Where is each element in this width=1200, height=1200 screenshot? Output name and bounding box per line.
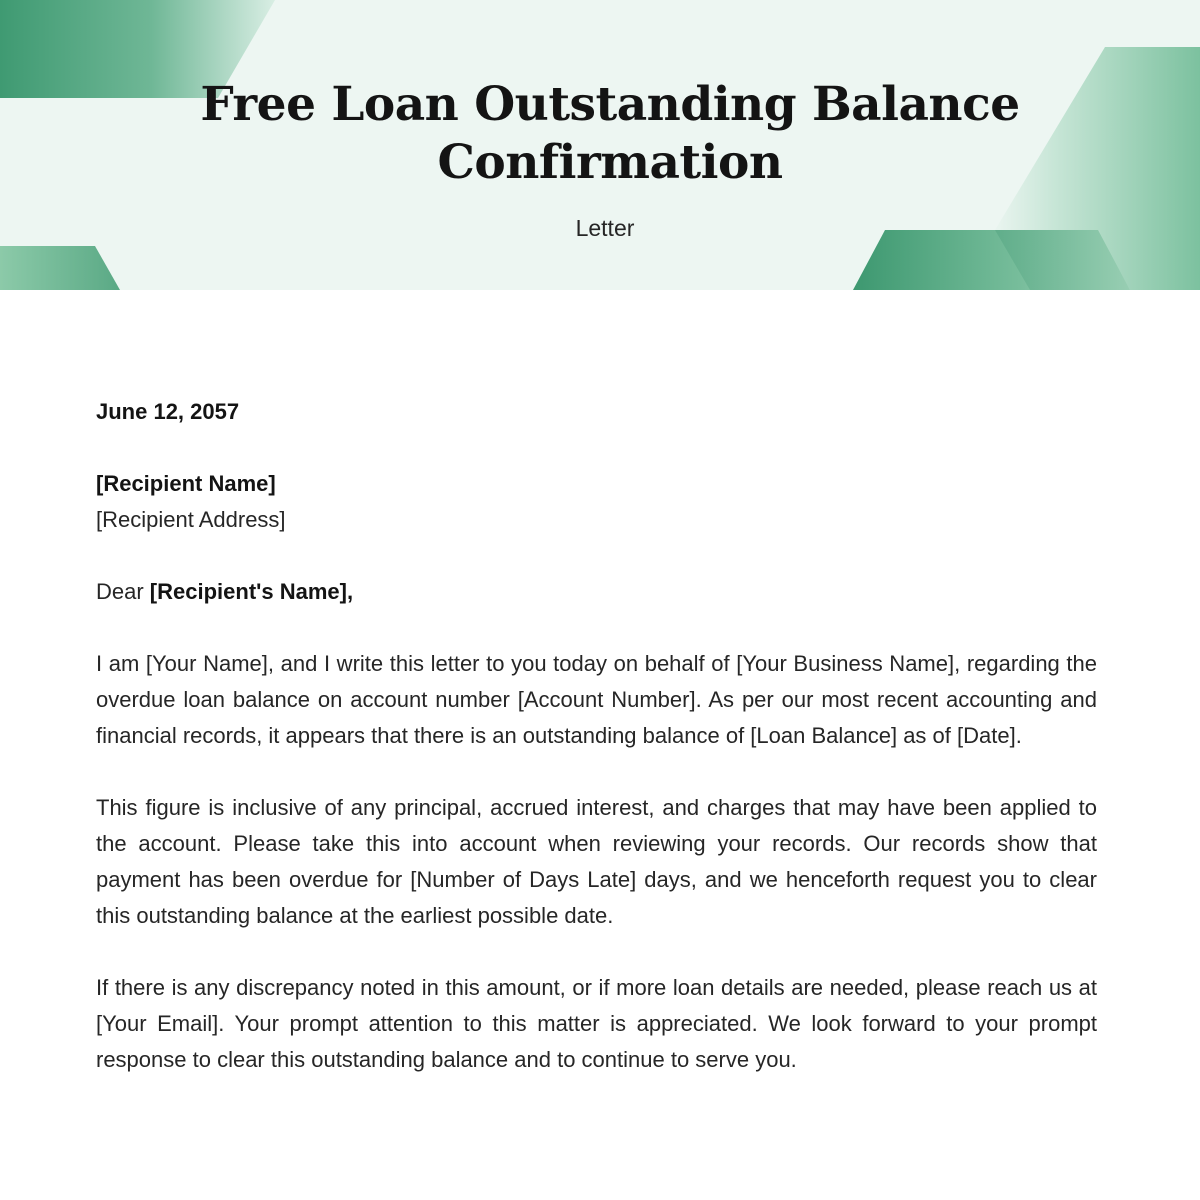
body-paragraph-1: I am [Your Name], and I write this letter to you today on behalf of [Your Business Name], regarding the overdue loan balance on account number [Account Number]. As per our most recent accounting and financial records, it appears that there is an outstanding balance of [Loan Balance] as of [Date].: [96, 651, 1097, 748]
recipient-address: [Recipient Address]: [96, 507, 286, 532]
document-title: [0, 76, 1200, 192]
body-paragraph-3: If there is any discrepancy noted in this amount, or if more loan details are needed, please reach us at [Your Email]. Your prompt attention to this matter is appreciated. We look forward to your prompt response to clear this outstanding balance and to continue to serve you.: [96, 975, 1097, 1072]
letter-body: [96, 394, 1097, 1078]
recipient-name: [Recipient Name]: [96, 471, 276, 496]
salutation-prefix: Dear: [96, 579, 150, 604]
decor-shape-bottom-left: [0, 246, 120, 290]
spacer: [96, 430, 1097, 466]
spacer: [96, 538, 1097, 574]
salutation-name: [Recipient's Name],: [149, 579, 354, 604]
spacer: [96, 754, 1097, 790]
title-line-2: Confirmation: [437, 135, 783, 190]
spacer: [96, 934, 1097, 970]
header-banner: [0, 0, 1200, 290]
body-paragraph-2: This figure is inclusive of any principal, accrued interest, and charges that may have been applied to the account. Please take this into account when reviewing your records. Our records show that payment has been overdue for [Number of Days Late] days, and we henceforth request you to clear this outstanding balance at the earliest possible date.: [96, 795, 1097, 928]
spacer: [96, 610, 1097, 646]
title-line-1: Free Loan Outstanding Balance: [200, 77, 1020, 132]
letter-date: June 12, 2057: [96, 399, 240, 424]
salutation: [96, 574, 1097, 610]
document-subtitle: Letter: [575, 215, 635, 241]
